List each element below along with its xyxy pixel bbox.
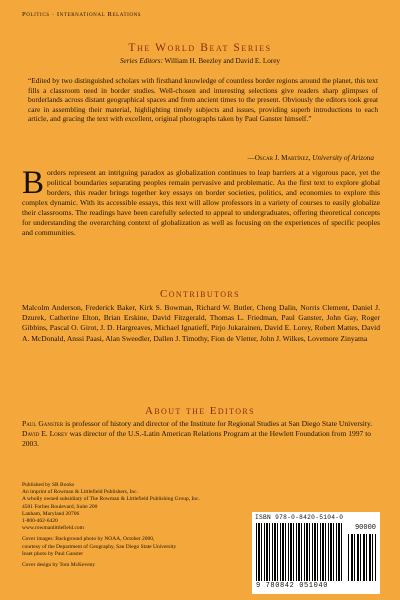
description-text: orders represent an intriguing paradox as globalization continues to leap barriers at a vigorous pace, yet the political boundaries separating peoples remain pervasive and problematic. As the first text to explore global borders, this reader brings together key essays on border societies, politics, and economies to explore this complex dynamic. With its accessible essays, this text will allow professors in a variety of courses to easily globalize their classrooms. The readings have been carefully selected to appeal to undergraduates, offering theoretical concepts for understanding the overarching context of globalization as well as focusing on the experiences of specific peoples and communities. <box>22 168 380 237</box>
drop-cap: B <box>22 165 45 201</box>
price-addon-number: 90000 <box>354 524 376 532</box>
publisher-line: 1-800-462-6420 <box>22 518 58 525</box>
editor-name: Paul Ganster <box>22 419 64 428</box>
barcode-bars <box>256 523 343 581</box>
series-title: The World Beat Series <box>128 42 272 54</box>
quote-attribution <box>248 154 374 162</box>
quote-institution: University of Arizona <box>312 154 374 162</box>
editor-name: David E. Lorey <box>22 429 68 438</box>
editor-description: was director of the U.S.-Latin American Relations Program at the Hewlett Foundation from 1997 to 2003. <box>22 429 372 448</box>
credit-line: Cover images: Background photo by NOAA, October 2000, <box>22 536 155 543</box>
credit-line: Cover design by Tom McKeveny <box>22 562 96 569</box>
contributors-heading: Contributors <box>160 288 240 300</box>
publisher-line: Lanham, Maryland 20706 <box>22 510 80 517</box>
publisher-info <box>22 482 242 569</box>
endorsement-quote: “Edited by two distinguished scholars with firsthand knowledge of countless border regions around the planet, this text fills a classroom need in border studies. Well-chosen and interesting selections give readers sharp glimpses of borderlands across distant geographical spaces and from ancient times to the present. Obviously the editors took great care in assembling their material, highlighting timely subjects and issues, providing superb introductions to each article, and gracing the text with excellent, original photographs taken by Paul Ganster himself.” <box>28 76 378 124</box>
publisher-line: www.rowmanlittlefield.com <box>22 525 84 532</box>
quote-author: —Oscar J. Martínez, <box>247 154 311 162</box>
series-editors-label: Series Editors: <box>119 57 163 65</box>
publisher-line: 4501 Forbes Boulevard, Suite 200 <box>22 503 98 510</box>
series-editors-names: William H. Beezley and David E. Lorey <box>164 57 281 65</box>
barcode <box>252 512 380 594</box>
about-editors-text <box>22 419 380 449</box>
editor-bio <box>22 419 380 429</box>
isbn-label: ISBN 978-0-8420-5104-0 <box>255 514 344 521</box>
credit-line: courtesy of the Department of Geography, San Diego State University <box>22 543 177 550</box>
publisher-line: Published by SR Books <box>22 482 75 488</box>
editor-bio <box>22 429 380 449</box>
publisher-line: A wholly owned subsidiary of The Rowman & Littlefield Publishing Group, Inc. <box>22 496 200 503</box>
category-label: Politics · International Relations <box>22 11 142 18</box>
price-addon-bars <box>348 534 376 581</box>
editor-description: is professor of history and director of the Institute for Regional Studies at San Diego State University. <box>63 419 373 428</box>
credit-line: Inset photo by Paul Ganster <box>22 550 84 557</box>
series-editors <box>0 57 400 65</box>
about-editors-heading: About the Editors <box>144 405 256 417</box>
contributors-list: Malcolm Anderson, Frederick Baker, Kirk S. Bowman, Richard W. Butler, Cheng Dalin, Norris Clement, Daniel J. Dzurek, Catherine Elton, Brian Erskine, David Fitzgerald, Thomas L. Friedman, Paul Ganster, John Gay, Roger Gibbins, Pascal O. Girot, J. D. Hargreaves, Michael Ignatieff, Pirjo Jukarainen, David E. Lorey, Robert Mattes, David A. McDonald, Anssi Paasi, Alan Sweedler, Dallen J. Timothy, Fion de Vletter, John J. Wilkes, Lovemore Zinyama <box>22 303 380 343</box>
description-paragraph <box>22 165 380 238</box>
ean-number: 9 780842 051040 <box>256 582 329 590</box>
publisher-line: An imprint of Rowman & Littlefield Publishers, Inc. <box>22 489 138 496</box>
